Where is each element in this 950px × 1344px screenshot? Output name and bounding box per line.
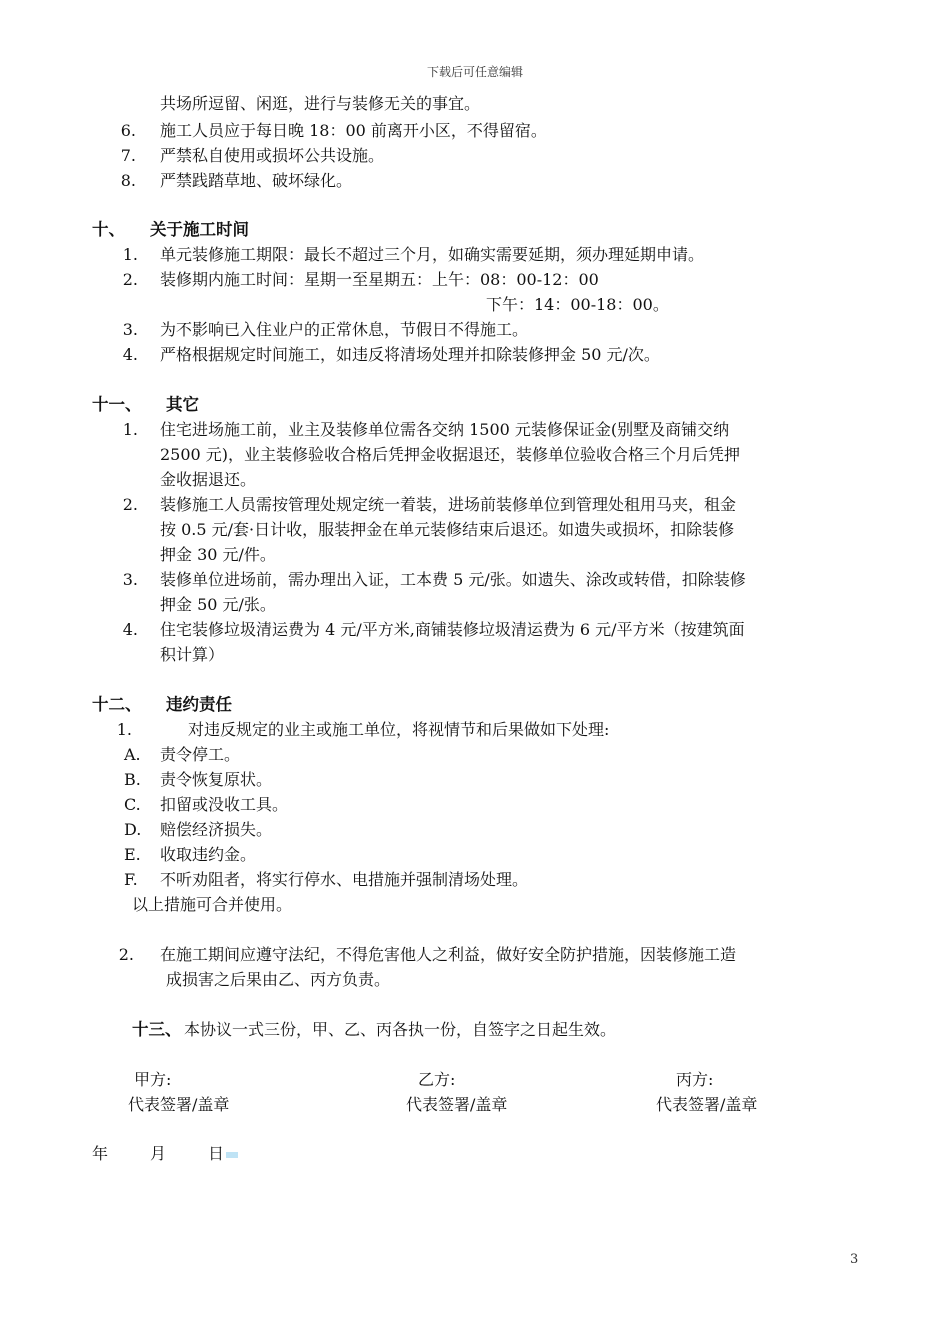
date-day-field [208,1142,238,1166]
party-a-label: 甲方: [134,1070,172,1089]
list-item-number: 3. [122,570,138,589]
list-item-number: 6. [120,121,136,140]
list-item-number: 8. [120,171,136,190]
list-item-number: 2. [122,495,138,514]
party-b-signature: 代表签署/盖章 [406,1095,508,1114]
list-item-number: 7. [120,146,136,165]
party-c-label: 丙方: [676,1070,714,1089]
sub-item-number: E. [124,845,141,864]
list-item-line: 装修施工人员需按管理处规定统一着装，进场前装修单位到管理处租用马夹，租金 [160,495,737,514]
sub-item: 收取违约金。 [160,845,257,864]
list-item-line: 成损害之后果由乙、丙方负责。 [166,970,391,989]
sub-item-number: B. [124,770,141,789]
section-10-title: 关于施工时间 [150,220,249,239]
list-item-line: 在施工期间应遵守法纪，不得危害他人之利益，做好安全防护措施，因装修施工造 [160,945,737,964]
combined-note: 以上措施可合并使用。 [132,895,293,914]
section-13-text: 本协议一式三份，甲、乙、丙各执一份，自签字之日起生效。 [184,1020,617,1039]
list-item: 严禁践踏草地、破坏绿化。 [160,171,353,190]
list-item: 为不影响已入住业户的正常休息，节假日不得施工。 [160,320,529,339]
list-item-line: 按 0.5 元/套·日计收，服装押金在单元装修结束后退还。如遗失或损坏，扣除装修 [160,520,735,539]
list-item: 装修期内施工时间：星期一至星期五：上午：08：00-12：00 [160,270,599,289]
sub-item-number: C. [124,795,141,814]
list-item-number: 1. [122,245,138,264]
section-12-title: 违约责任 [166,695,232,714]
page-number: 3 [850,1252,859,1267]
date-month-label: 月 [150,1144,167,1163]
list-item: 单元装修施工期限：最长不超过三个月，如确实需要延期，须办理延期申请。 [160,245,705,264]
header-note: 下载后可任意编辑 [426,65,523,79]
sub-item-number: F. [124,870,138,889]
section-12-number: 十二、 [92,695,142,714]
intro-continuation: 共场所逗留、闲逛，进行与装修无关的事宜。 [160,94,481,113]
section-11-title: 其它 [166,395,199,414]
sub-item: 赔偿经济损失。 [160,820,273,839]
list-item-number: 3. [122,320,138,339]
list-item: 对违反规定的业主或施工单位，将视情节和后果做如下处理: [188,720,610,739]
sub-item: 扣留或没收工具。 [160,795,289,814]
list-item-line: 住宅装修垃圾清运费为 4 元/平方米,商铺装修垃圾清运费为 6 元/平方米（按建筑面 [160,620,745,639]
date-year-label: 年 [92,1144,109,1163]
list-item-number: 4. [122,620,138,639]
sub-item-number: D. [124,820,142,839]
list-item-line: 押金 50 元/张。 [160,595,276,614]
list-item-line: 金收据退还。 [160,470,257,489]
list-item-continuation: 下午：14：00-18：00。 [486,295,669,314]
list-item-number: 4. [122,345,138,364]
party-a-signature: 代表签署/盖章 [128,1095,230,1114]
sub-item: 责令恢复原状。 [160,770,273,789]
list-item-line: 装修单位进场前，需办理出入证，工本费 5 元/张。如遗失、涂改或转借，扣除装修 [160,570,746,589]
list-item: 严格根据规定时间施工，如违反将清场处理并扣除装修押金 50 元/次。 [160,345,660,364]
list-item-line: 积计算） [160,645,225,664]
sub-item: 不听劝阻者，将实行停水、电措施并强制清场处理。 [160,870,529,889]
date-day-label: 日 [208,1144,225,1163]
sub-item-number: A. [124,745,141,764]
list-item-number: 2. [122,270,138,289]
sub-item: 责令停工。 [160,745,241,764]
party-c-signature: 代表签署/盖章 [656,1095,758,1114]
section-10-number: 十、 [92,220,125,239]
list-item-line: 押金 30 元/件。 [160,545,276,564]
list-item-line: 住宅进场施工前，业主及装修单位需各交纳 1500 元装修保证金(别墅及商铺交纳 [160,420,730,439]
text-cursor-highlight [226,1152,238,1158]
section-13-number: 十三、 [132,1020,182,1039]
party-b-label: 乙方: [418,1070,456,1089]
list-item-line: 2500 元)，业主装修验收合格后凭押金收据退还，装修单位验收合格三个月后凭押 [160,445,741,464]
list-item-number: 1. [116,720,132,739]
section-11-number: 十一、 [92,395,142,414]
list-item: 严禁私自使用或损坏公共设施。 [160,146,385,165]
list-item-number: 2. [118,945,134,964]
list-item-number: 1. [122,420,138,439]
list-item: 施工人员应于每日晚 18：00 前离开小区，不得留宿。 [160,121,547,140]
